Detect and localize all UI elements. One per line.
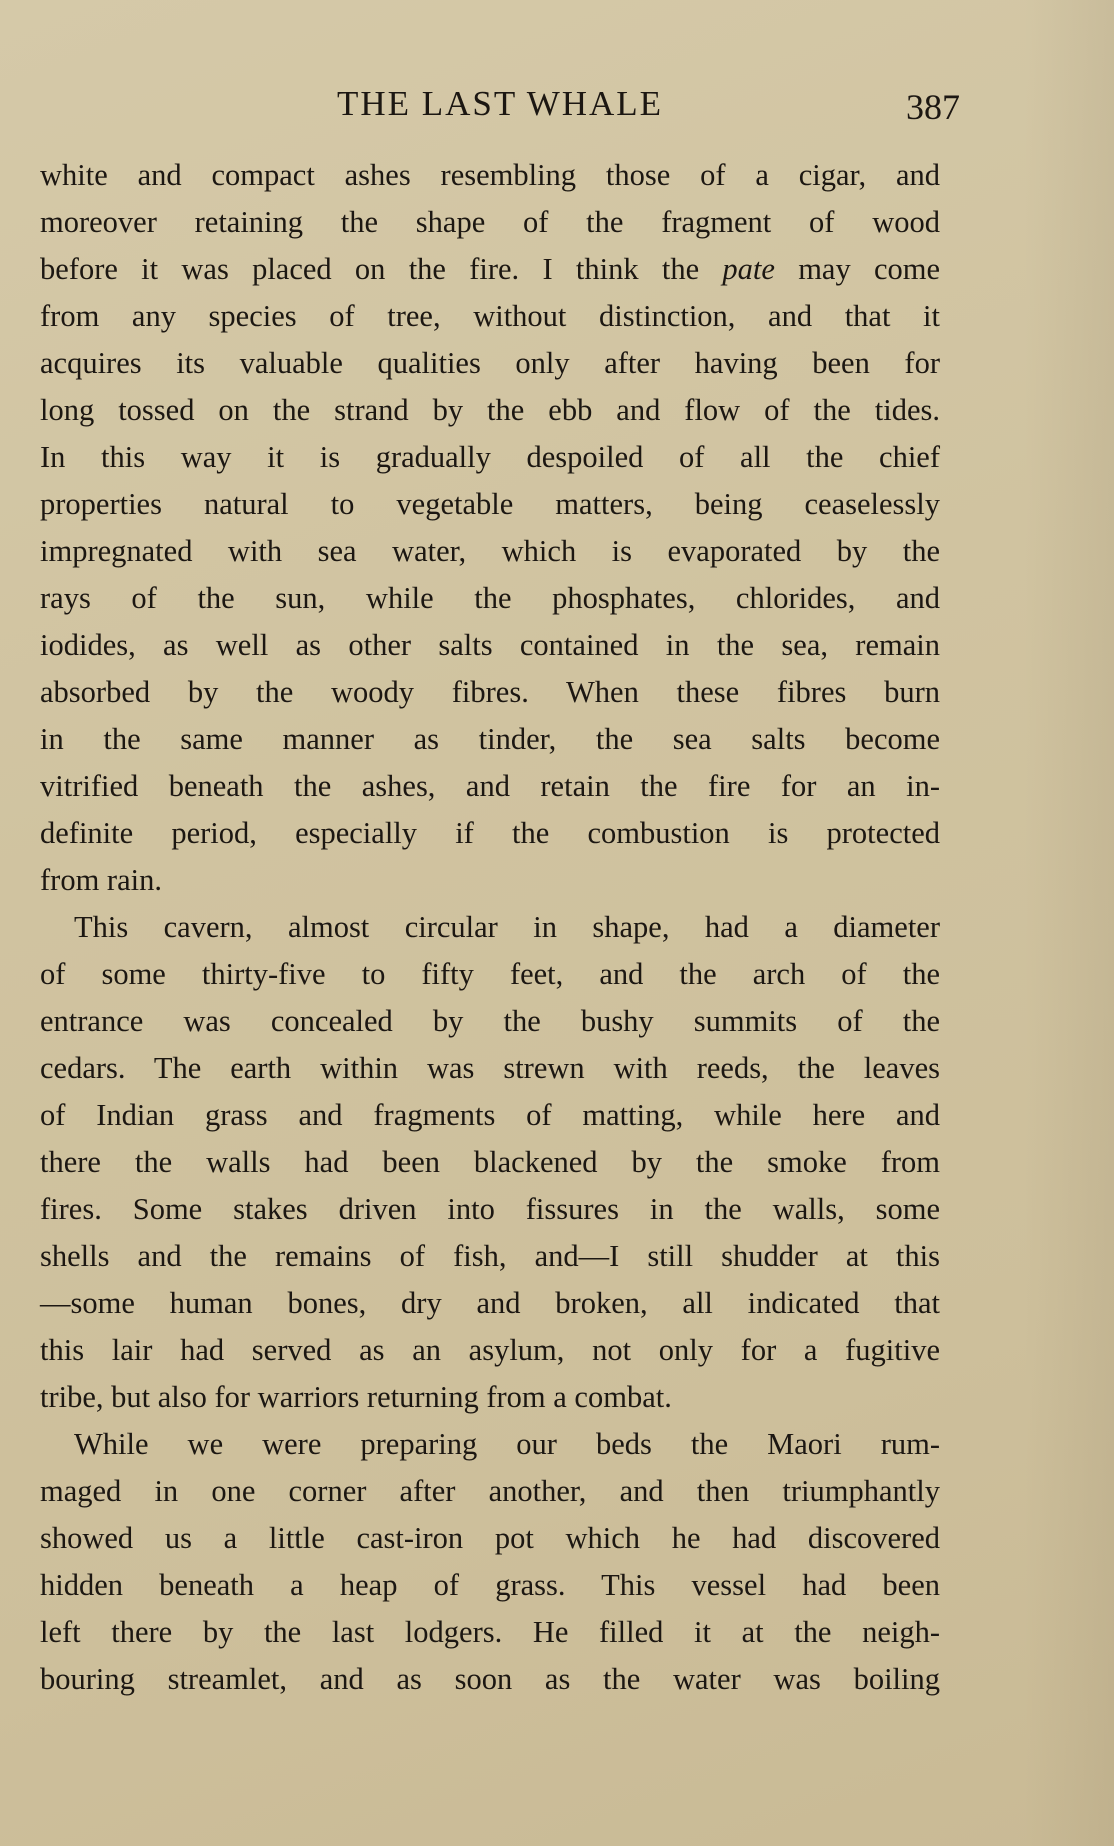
text-line: iodides, as well as other salts contained in the sea, remain: [40, 628, 940, 662]
text-line: moreover retaining the shape of the fragment of wood: [40, 205, 940, 239]
text-line: entrance was concealed by the bushy summits of the: [40, 1004, 940, 1038]
text-segment: may come: [798, 252, 941, 286]
body-text: [40, 152, 940, 1703]
text-line: properties natural to vegetable matters, being ceaselessly: [40, 487, 940, 521]
running-title: THE LAST WHALE: [336, 84, 664, 123]
text-line: vitrified beneath the ashes, and retain the fire for an in-: [40, 769, 940, 803]
text-line: left there by the last lodgers. He filled it at the neigh-: [40, 1615, 940, 1649]
text-line: shells and the remains of fish, and—I still shudder at this: [40, 1239, 940, 1273]
text-line: showed us a little cast-iron pot which he had discovered: [40, 1521, 940, 1555]
text-line: in the same manner as tinder, the sea salts become: [40, 722, 940, 756]
text-line: long tossed on the strand by the ebb and flow of the tides.: [40, 393, 940, 427]
text-line: acquires its valuable qualities only after having been for: [40, 346, 940, 380]
paragraph-end-line: from rain.: [40, 863, 162, 897]
text-line: there the walls had been blackened by the smoke from: [40, 1145, 940, 1179]
text-line: of some thirty-five to fifty feet, and the arch of the: [40, 957, 940, 991]
text-line: hidden beneath a heap of grass. This vessel had been: [40, 1568, 940, 1602]
text-line: cedars. The earth within was strewn with reeds, the leaves: [40, 1051, 940, 1085]
text-line: —some human bones, dry and broken, all indicated that: [40, 1286, 940, 1320]
text-line: bouring streamlet, and as soon as the water was boiling: [40, 1662, 940, 1696]
text-line: definite period, especially if the combustion is protected: [40, 816, 940, 850]
text-line: white and compact ashes resembling those of a cigar, and: [40, 158, 940, 192]
text-line: impregnated with sea water, which is evaporated by the: [40, 534, 940, 568]
italic-word-pate: pate: [722, 252, 775, 286]
text-line: this lair had served as an asylum, not only for a fugitive: [40, 1333, 940, 1367]
text-line: of Indian grass and fragments of matting, while here and: [40, 1098, 940, 1132]
text-line: absorbed by the woody fibres. When these fibres burn: [40, 675, 940, 709]
page-header: [40, 80, 960, 130]
text-line-with-italic: [40, 246, 940, 293]
page-number: 387: [906, 87, 960, 127]
text-segment: before it was placed on the fire. I think the: [40, 252, 700, 286]
text-line: maged in one corner after another, and then triumphantly: [40, 1474, 940, 1508]
paragraph-start-line: While we were preparing our beds the Maori rum-: [74, 1427, 940, 1461]
text-line: fires. Some stakes driven into fissures in the walls, some: [40, 1192, 940, 1226]
text-line: from any species of tree, without distinction, and that it: [40, 299, 940, 333]
text-line: In this way it is gradually despoiled of all the chief: [40, 440, 940, 474]
paragraph-start-line: This cavern, almost circular in shape, had a diameter: [74, 910, 940, 944]
page-edge-shadow: [1024, 0, 1114, 1846]
paragraph-end-line: tribe, but also for warriors returning from a combat.: [40, 1380, 672, 1414]
text-line: rays of the sun, while the phosphates, chlorides, and: [40, 581, 940, 615]
